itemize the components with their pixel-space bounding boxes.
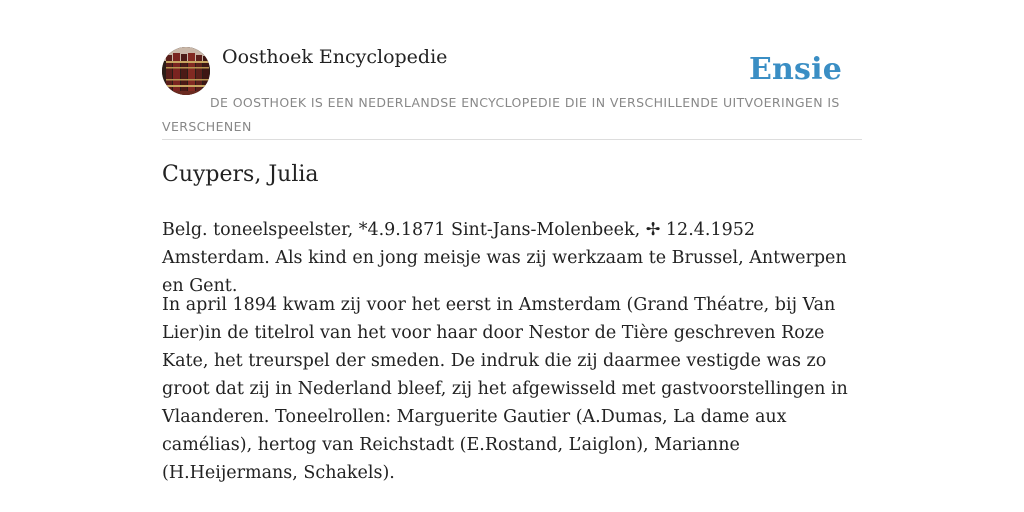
site-header <box>162 0 862 140</box>
encyclopedia-books-icon[interactable] <box>162 47 210 95</box>
article-paragraph: In april 1894 kwam zij voor het eerst in Amsterdam (Grand Théatre, bij Van Lier)in de titelrol van het voor haar door Nestor de Tière geschreven Roze Kate, het treurspel der smeden. De indruk die zij daarmee vestigde was zo groot dat zij in Nederland bleef, zij het afgewisseld met gastvoorstellingen in Vlaanderen. Toneelrollen: Marguerite Gautier (A.Dumas, La dame aux camélias), hertog van Reichstadt (E.Rostand, L’aiglon), Marianne (H.Heijermans, Schakels). <box>162 295 848 483</box>
article-paragraph: Belg. toneelspeelster, *4.9.1871 Sint-Jans-Molenbeek, ✢ 12.4.1952 Amsterdam. Als kind en jong meisje was zij werkzaam te Brussel, Antwerpen en Gent. <box>162 220 847 296</box>
article-title: Cuypers, Julia <box>162 162 319 187</box>
page <box>162 0 862 483</box>
site-title[interactable]: Oosthoek Encyclopedie <box>222 46 448 68</box>
site-tagline: DE OOSTHOEK IS EEN NEDERLANDSE ENCYCLOPEDIE DIE IN VERSCHILLENDE UITVOERINGEN IS VERSCHENEN <box>162 95 840 134</box>
brand-logo[interactable]: Ensie <box>748 52 842 87</box>
